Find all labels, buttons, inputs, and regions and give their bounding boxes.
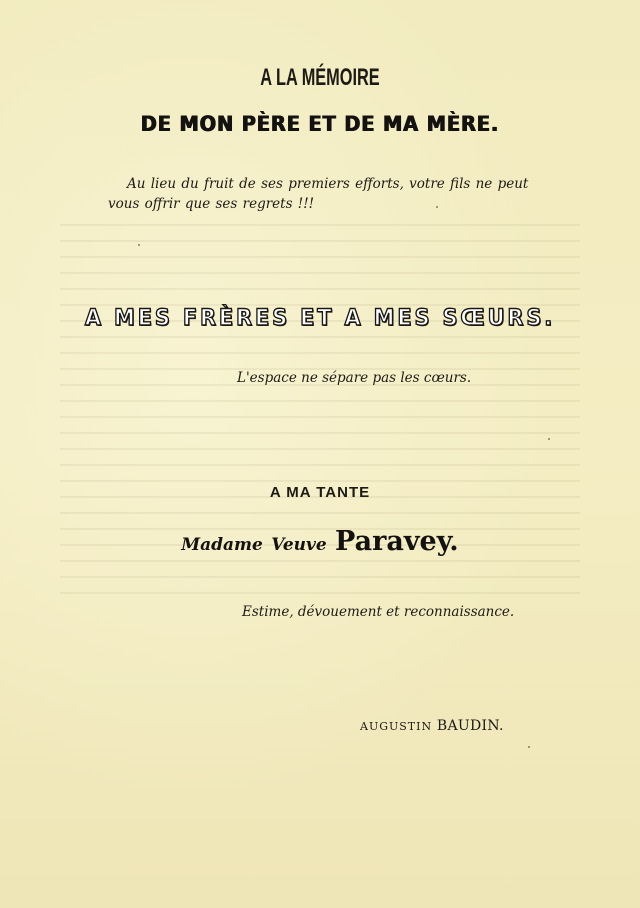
quote-line-2: vous offrir que ses regrets !!! (108, 196, 315, 212)
aunt-name (0, 526, 640, 557)
signature-first-name: AUGUSTIN (360, 720, 433, 733)
aunt-name-part-madame: Madame (181, 535, 263, 555)
signature-last-name: BAUDIN. (436, 718, 504, 734)
dedication-heading-siblings: A MES FRÈRES ET A MES SŒURS. (84, 306, 556, 331)
paper-speck (436, 206, 438, 208)
paper-speck (548, 438, 550, 440)
aunt-motto: Estime, dévouement et reconnaissance. (242, 604, 515, 620)
aunt-name-part-veuve: Veuve (271, 535, 327, 555)
show-through-bleed (60, 210, 580, 730)
aunt-name-part-paravey: Paravey. (335, 526, 459, 557)
paper-speck (138, 244, 140, 246)
siblings-motto: L'espace ne sépare pas les cœurs. (237, 370, 472, 386)
dedication-heading-aunt: A MA TANTE (269, 484, 371, 501)
paper-speck (528, 746, 530, 748)
quote-line-1: Au lieu du fruit de ses premiers efforts, votre fils ne peut (127, 176, 529, 192)
dedication-heading-memory: A LA MÉMOIRE (260, 64, 380, 91)
dedication-heading-parents: DE MON PÈRE ET DE MA MÈRE. (140, 112, 500, 136)
author-signature (360, 718, 504, 734)
